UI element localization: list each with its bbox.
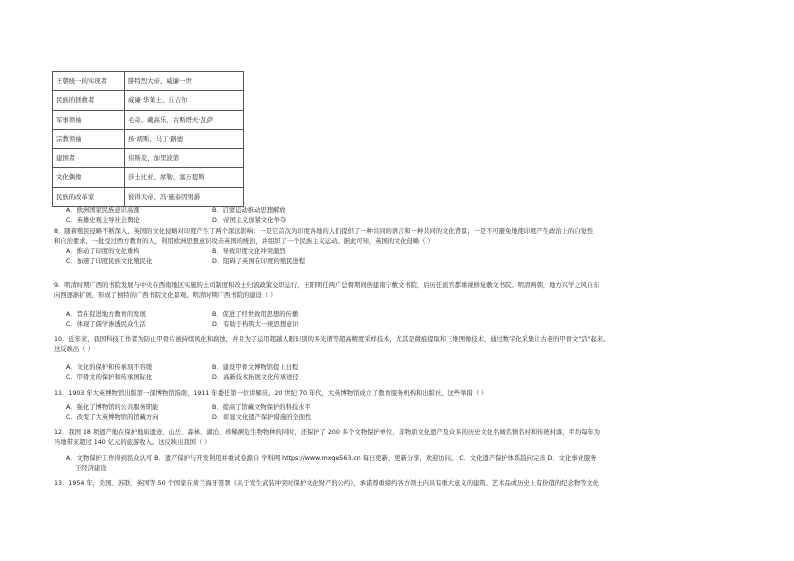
table-cell-figures: 伟斯麦、加里波第 bbox=[125, 149, 244, 168]
q7-options bbox=[66, 206, 726, 225]
q11-option-a: A．强化了博物馆的公共服务职能 bbox=[66, 404, 159, 411]
q9-option-a: A．旨在促进地方教育的发展 bbox=[66, 311, 146, 318]
table-cell-role: 民族的拯救者 bbox=[53, 91, 125, 110]
table-row bbox=[53, 129, 244, 148]
q10-options bbox=[66, 363, 726, 382]
q13-stem bbox=[54, 479, 744, 489]
q8-options bbox=[66, 247, 726, 266]
table-cell-role: 宗教领袖 bbox=[53, 129, 125, 148]
q10-option-a: A．文化的保护和传承刻不容缓 bbox=[66, 364, 153, 371]
q12-stem bbox=[54, 428, 744, 447]
q9-option-b: B．促进了经世致用思想的传播 bbox=[212, 311, 299, 318]
table-row bbox=[53, 187, 244, 206]
q8-option-b: B．导致印度文化冲突激烈 bbox=[212, 248, 286, 255]
q12-line: 当地带来超过 140 亿元的旅游收入。这反映出我国（ ） bbox=[54, 438, 211, 446]
q10-option-c: C．甲骨文的保护和传承国际化 bbox=[66, 373, 153, 381]
q10-stem bbox=[54, 335, 744, 354]
q12-options: A．文物保护工作得到民众认可 B．遗产保护与开发利用并重试卷源自 学科网 https://www.mxqe563.cn 每日更新，更新分享，欢迎访问。 C．文化遗产保护体系趋向完善 D．文化事业服务 bbox=[66, 455, 597, 462]
q9-stem bbox=[54, 281, 744, 300]
q8-option-a: A．推动了印度的文化重构 bbox=[66, 248, 140, 255]
q9-option-c: C．体现了儒学渗透民众生活 bbox=[66, 320, 146, 328]
q12-line: 12．我国 18 项遗产地在保护地质遗迹、山岳、森林、湖泊、珍稀濒危生物物种的同时，还保护了 200 多个文物保护单位、非物质文化遗产及众多的历史文化名城名镇名村和传统村落，平均每年为 bbox=[54, 429, 601, 436]
q9-line: 向西逐渐扩展，形成了独特的广西书院文化景观。明清时期广西书院的建设（ ） bbox=[54, 291, 277, 299]
table-row bbox=[53, 91, 244, 110]
table-cell-figures: 威廉·华莱士、丘吉尔 bbox=[125, 91, 244, 110]
q11-stem bbox=[54, 389, 744, 399]
q12-option-d-continued: 于经济建设 bbox=[75, 465, 107, 472]
q7-option-c: C．英雄史观主导社会舆论 bbox=[66, 216, 140, 224]
q8-stem bbox=[54, 227, 744, 246]
q11-option-b: B．提高了馆藏文物保护的科技水平 bbox=[212, 404, 311, 411]
q10-line: 10．近年来，我国科技工作者为防止甲骨片被持续风化和腐蚀，并且为了运用超越人眼识别的多光谱等超高精度采样技术，尤其是微痕提取和三维图像技术，通过数字化采集让古老的甲骨文"活"起来。 bbox=[54, 336, 610, 343]
q11-options bbox=[66, 403, 726, 422]
table-row bbox=[53, 168, 244, 187]
q8-option-c: C．加速了印度民族文化殖民化 bbox=[66, 257, 153, 265]
table-cell-role: 王朝统一的实现者 bbox=[53, 72, 125, 91]
table-cell-role: 建国者 bbox=[53, 149, 125, 168]
q11-option-d: D．彰显文化遗产保护措施的全面性 bbox=[212, 413, 312, 421]
table-cell-figures: 扬·胡斯、马丁·路德 bbox=[125, 129, 244, 148]
table-row bbox=[53, 110, 244, 129]
q9-line: 9．明清时期广西的书院发展与中央在西南地区实施的土司制度和改土归流政策交织运行，王阳明任两广总督期间创建南宁敷文书院，后历任流官都重视修复敷文书院。明清两朝，地方兴学之风自东 bbox=[54, 282, 600, 289]
table-row bbox=[53, 72, 244, 91]
q10-line: 这反映出（ ） bbox=[54, 345, 94, 353]
q11-line: 11．1903 年大英博物馆出版第一部博物馆指南，1911 年委任第一位讲解员。20 世纪 70 年代，大英博物馆成立了教育服务机构和出版社。这些举措（ ） bbox=[54, 390, 488, 397]
q7-option-b: B．启蒙运动推动思想解放 bbox=[212, 207, 286, 214]
q11-option-c: C．改变了大英博物馆的馆藏方向 bbox=[66, 413, 159, 421]
table-cell-figures: 腓特烈大帝、威廉一世 bbox=[125, 72, 244, 91]
q9-options bbox=[66, 310, 726, 329]
q10-option-b: B．建设甲骨文博物馆提上日程 bbox=[212, 364, 299, 371]
table-row bbox=[53, 149, 244, 168]
table-cell-figures: 莎士比亚、席勒、塞万提斯 bbox=[125, 168, 244, 187]
q10-option-d: D．高新技术拓展文化传承途径 bbox=[212, 373, 299, 381]
table-cell-figures: 毛奇、戴高乐、古斯塔夫·瓦萨 bbox=[125, 110, 244, 129]
historical-figures-table bbox=[52, 71, 244, 207]
q7-option-a: A．欧洲国家民族意识高涨 bbox=[66, 207, 140, 214]
q9-option-d: D．有助于构筑大一统思想意识 bbox=[212, 320, 299, 328]
table-cell-role: 民族的改革家 bbox=[53, 187, 125, 206]
q13-line: 13．1954 年，美国、苏联、英国等 50 个国家在荷兰海牙签署《关于发生武装冲突时保护文化财产的公约》，承诺尊重缔约各方领土内具有重大意义的建筑、艺术品或历史上有价值的纪念物等文化 bbox=[54, 480, 599, 487]
table-cell-role: 文化偶像 bbox=[53, 168, 125, 187]
q8-line: 8．随着殖民侵略不断深入，英国的文化侵略对印度产生了两个深远影响：一是它首次为印度各地的人们提供了一种共同的语言和一种共同的文化背景；一是不可避免地使印度产生政治上的自觉性 bbox=[54, 228, 594, 235]
table-cell-figures: 彼得大帝、冯·施泰因男爵 bbox=[125, 187, 244, 206]
q7-option-d: D．帝国主义加紧文化争夺 bbox=[212, 216, 287, 224]
table-cell-role: 军事领袖 bbox=[53, 110, 125, 129]
q8-option-d: D．阻碍了英国在印度的殖民进程 bbox=[212, 257, 306, 265]
q8-line: 和自治要求，一批受过西方教育的人，利用欧洲思想意识攻击英国的统治，并组织了一个民族主义运动。据此可知，英国的文化侵略（ ） bbox=[54, 237, 434, 245]
